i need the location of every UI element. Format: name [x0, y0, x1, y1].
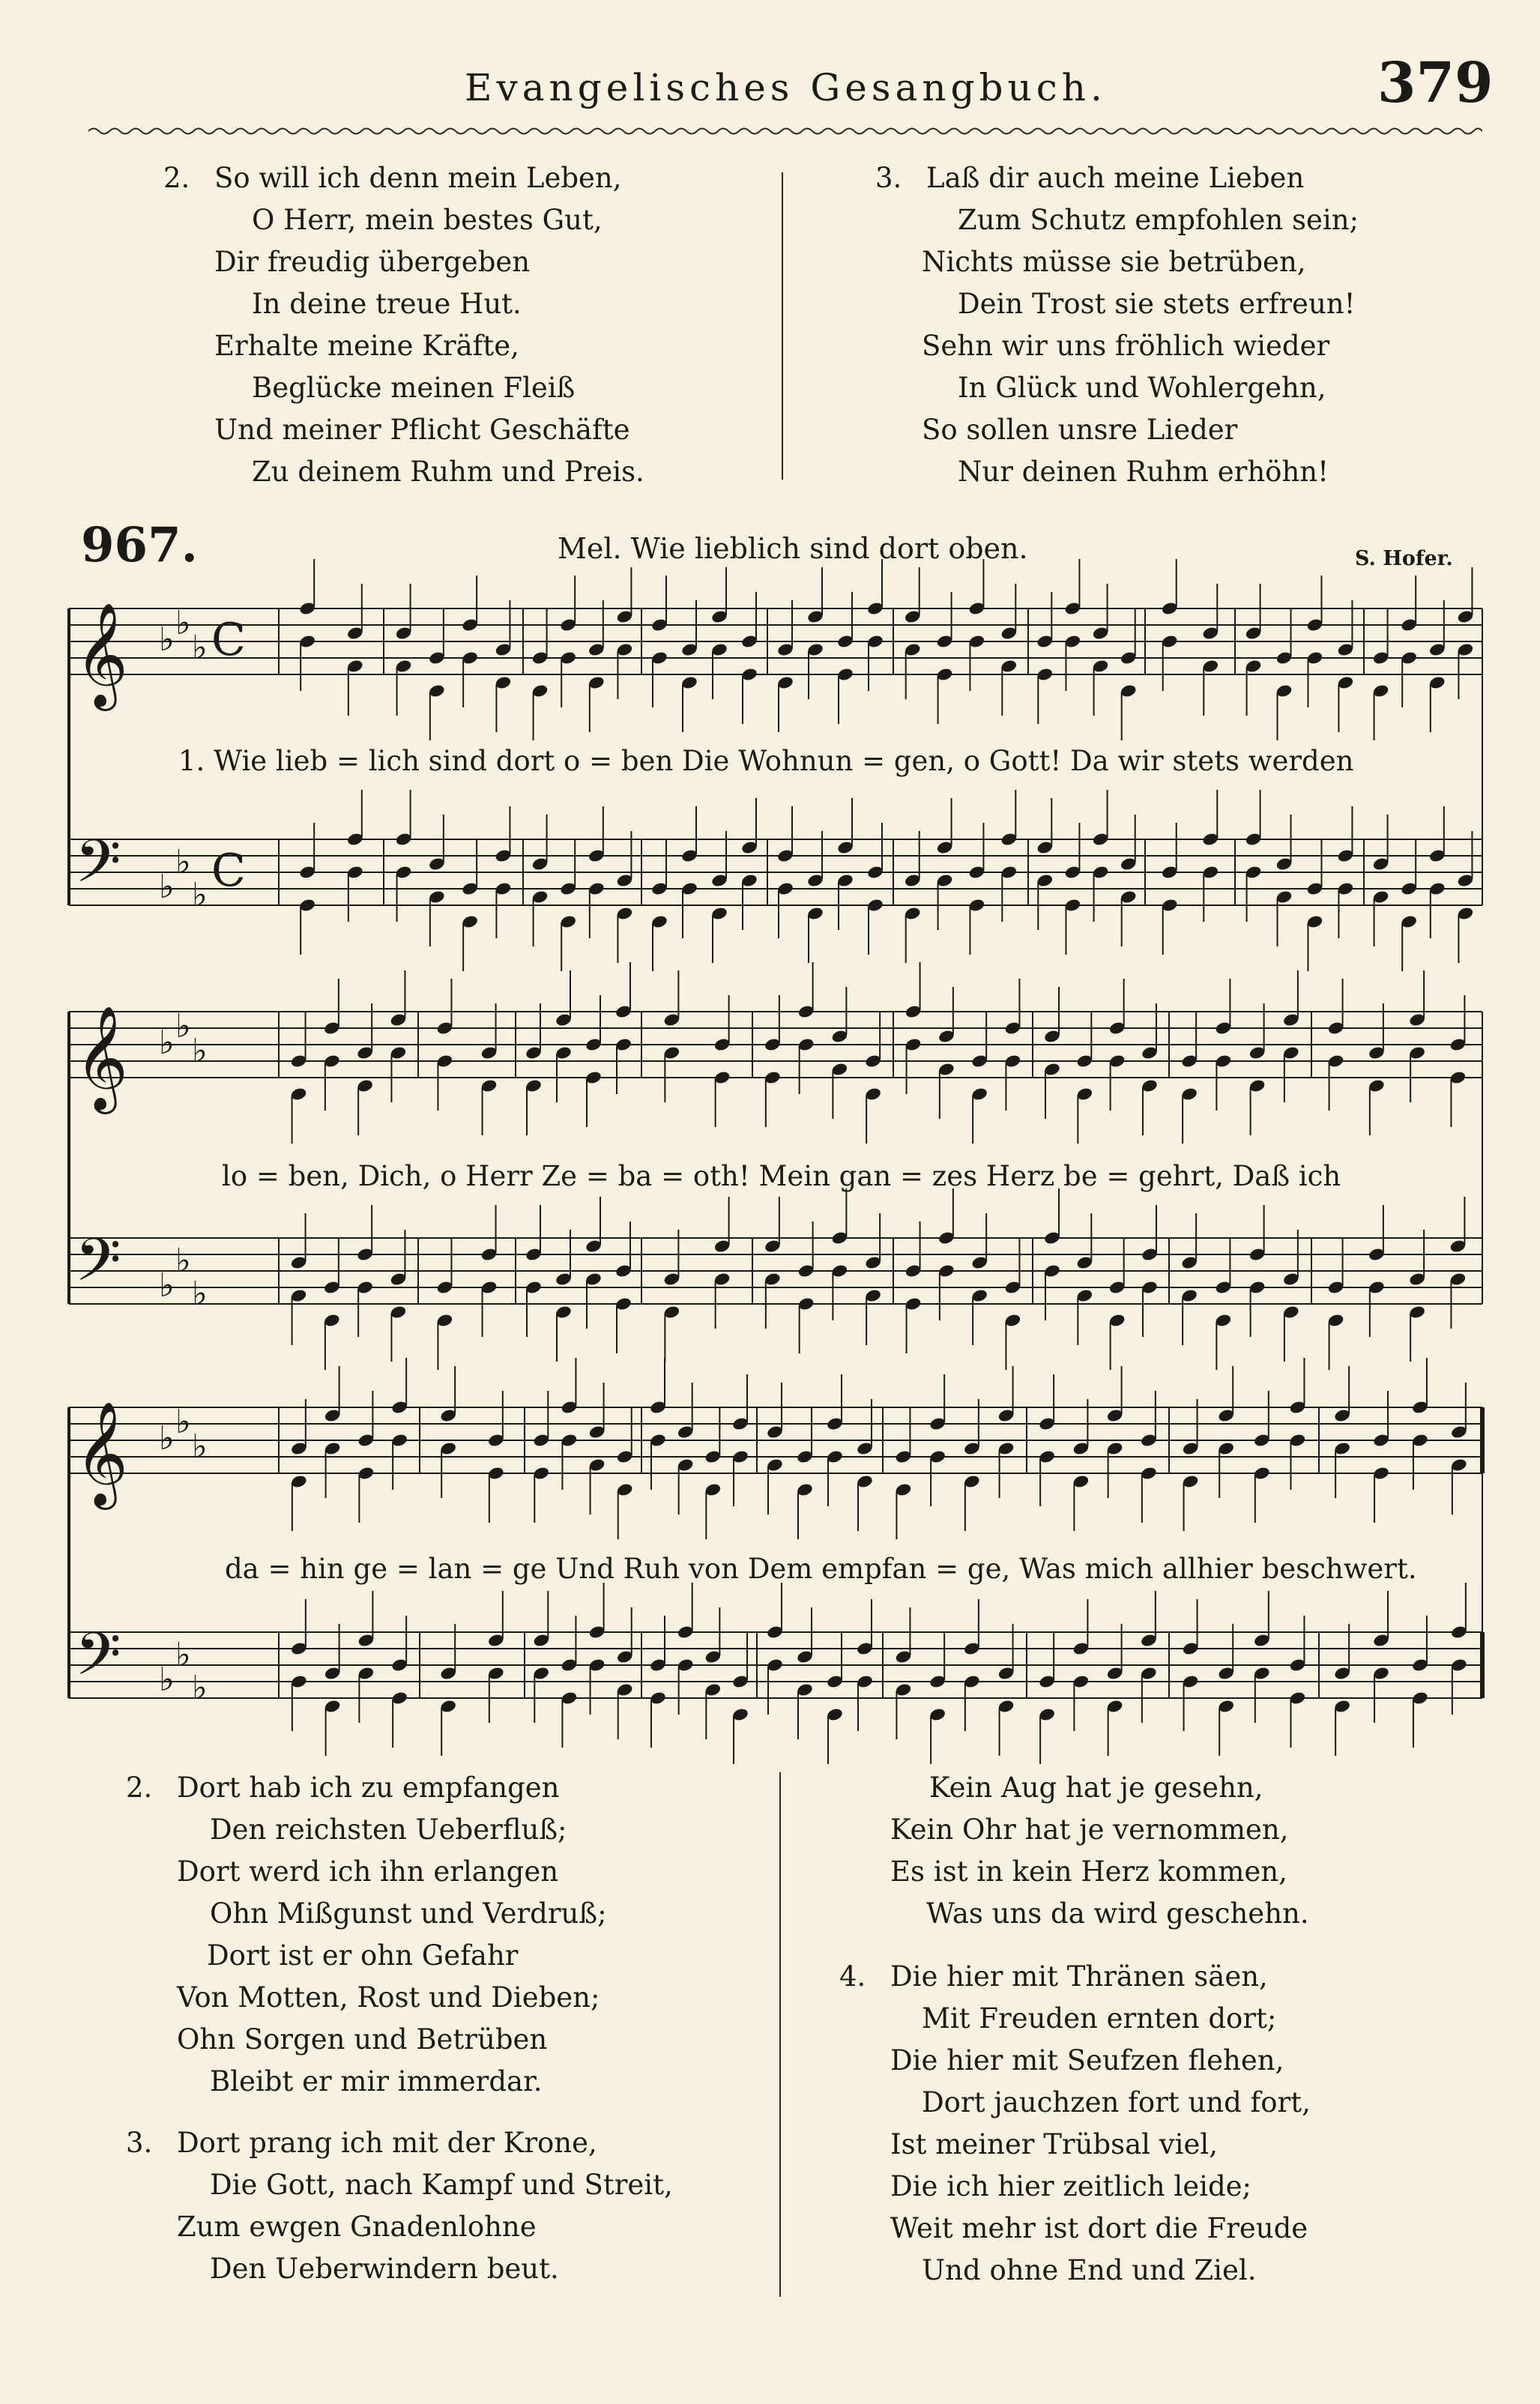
verse-line: Dir freudig übergeben	[214, 246, 531, 278]
flat-icon: ♭	[175, 1636, 191, 1674]
verse-number: 2.	[163, 162, 190, 194]
flat-icon: ♭	[175, 1242, 191, 1280]
verse-line: Beglücke meinen Fleiß	[252, 372, 576, 404]
verse-line: Kein Aug hat je gesehn,	[929, 1772, 1263, 1804]
verse-line: So will ich denn mein Leben,	[214, 162, 622, 194]
verse-line: Zum Schutz empfohlen sein;	[958, 204, 1359, 236]
verse-line: Den reichsten Ueberfluß;	[210, 1813, 567, 1846]
flat-icon: ♭	[159, 868, 175, 906]
lyric-line-1: 1. Wie lieb = lich sind dort o = ben Die Wohnun = gen, o Gott! Da wir stets werden	[178, 745, 1354, 777]
verse-line: Dort werd ich ihn erlangen	[177, 1855, 559, 1888]
verse-line: Ist meiner Trübsal viel,	[890, 2128, 1218, 2160]
verse-line: Dort jauchzen fort und fort,	[922, 2086, 1311, 2118]
verse-line: Und ohne End und Ziel.	[922, 2254, 1257, 2286]
bottom-verse-3	[126, 2122, 673, 2290]
verse-number: 4.	[839, 1960, 866, 1993]
bass-clef-icon: 𝄢	[75, 1619, 121, 1703]
flat-icon: ♭	[159, 620, 175, 659]
bottom-verse-4	[839, 1956, 1311, 2292]
verse-line: Ohn Mißgunst und Verdruß;	[210, 1897, 607, 1930]
verse-line: Von Motten, Rost und Dieben;	[177, 1981, 600, 2014]
flat-icon: ♭	[192, 1428, 208, 1466]
verse-line: Ohn Sorgen und Betrüben	[177, 2023, 548, 2056]
bass-clef-icon: 𝄢	[75, 827, 121, 910]
verse-line: O Herr, mein bestes Gut,	[252, 204, 603, 236]
verse-line: Dort hab ich zu empfangen	[177, 1772, 560, 1804]
treble-clef-icon: 𝄞	[75, 1006, 128, 1110]
verse-line: Nichts müsse sie betrüben,	[922, 246, 1306, 278]
page-number: 379	[1377, 51, 1494, 115]
treble-clef-icon: 𝄞	[75, 1401, 128, 1505]
flat-icon: ♭	[192, 1032, 208, 1070]
verse-line: Sehn wir uns fröhlich wieder	[922, 330, 1330, 362]
flat-icon: ♭	[175, 604, 191, 642]
verse-line: Zum ewgen Gnadenlohne	[177, 2211, 537, 2243]
verse-line: Zu deinem Ruhm und Preis.	[252, 456, 644, 488]
bass-clef-icon: 𝄢	[75, 1225, 121, 1309]
flat-icon: ♭	[175, 843, 191, 881]
verse-line: Die ich hier zeitlich leide;	[890, 2170, 1251, 2202]
verse-line: In deine treue Hut.	[252, 288, 522, 320]
verse-line: So sollen unsre Lieder	[922, 414, 1238, 446]
flat-icon: ♭	[175, 1007, 191, 1045]
verse-line: Und meiner Pflicht Geschäfte	[214, 414, 630, 446]
flat-icon: ♭	[159, 1661, 175, 1699]
verse-number: 2.	[126, 1772, 153, 1804]
bottom-verse-continued	[890, 1767, 1309, 1935]
verse-line: Dort prang ich mit der Krone,	[177, 2127, 597, 2159]
verse-number: 3.	[875, 162, 902, 194]
verse-line: In Glück und Wohlergehn,	[958, 372, 1326, 404]
treble-clef-icon: 𝄞	[75, 602, 128, 707]
verse-line: Die hier mit Seufzen flehen,	[890, 2044, 1284, 2077]
verse-line: Die hier mit Thränen säen,	[890, 1960, 1268, 1993]
column-divider	[779, 1772, 781, 2297]
hymn-number: 967.	[81, 517, 198, 573]
verse-line: Kein Ohr hat je vernommen,	[890, 1813, 1289, 1846]
verse-line: Den Ueberwindern beut.	[210, 2253, 559, 2285]
verse-line: Mit Freuden ernten dort;	[922, 2002, 1277, 2035]
verse-line: Dort ist er ohn Gefahr	[207, 1939, 519, 1972]
composer-credit: S. Hofer.	[1355, 547, 1453, 570]
verse-line: Die Gott, nach Kampf und Streit,	[210, 2169, 673, 2201]
verse-line: Erhalte meine Kräfte,	[214, 330, 519, 362]
common-time-icon: C	[211, 845, 246, 897]
verse-line: Was uns da wird geschehn.	[926, 1897, 1309, 1930]
verse-line: Bleibt er mir immerdar.	[210, 2065, 543, 2098]
melody-reference: Mel. Wie lieblich sind dort oben.	[558, 532, 1028, 565]
flat-icon: ♭	[192, 629, 208, 667]
verse-line: Laß dir auch meine Lieben	[926, 162, 1305, 194]
verse-number: 3.	[126, 2127, 153, 2159]
bottom-verse-2	[126, 1767, 607, 2103]
flat-icon: ♭	[192, 1669, 208, 1707]
flat-icon: ♭	[159, 1024, 175, 1062]
verse-line: Weit mehr ist dort die Freude	[890, 2212, 1308, 2244]
lyric-line-3: da = hin ge = lan = ge Und Ruh von Dem empfan = ge, Was mich allhier beschwert.	[225, 1553, 1417, 1585]
flat-icon: ♭	[192, 876, 208, 914]
flat-icon: ♭	[175, 1403, 191, 1441]
verse-line: Nur deinen Ruhm erhöhn!	[958, 456, 1329, 488]
flat-icon: ♭	[192, 1275, 208, 1313]
flat-icon: ♭	[159, 1266, 175, 1305]
verse-line: Dein Trost sie stets erfreun!	[958, 288, 1356, 320]
flat-icon: ♭	[159, 1419, 175, 1458]
common-time-icon: C	[211, 614, 246, 666]
running-title: Evangelisches Gesangbuch.	[465, 66, 1107, 109]
verse-line: Es ist in kein Herz kommen,	[890, 1855, 1287, 1888]
lyric-line-2: lo = ben, Dich, o Herr Ze = ba = oth! Mein gan = zes Herz be = gehrt, Daß ich	[222, 1160, 1341, 1192]
